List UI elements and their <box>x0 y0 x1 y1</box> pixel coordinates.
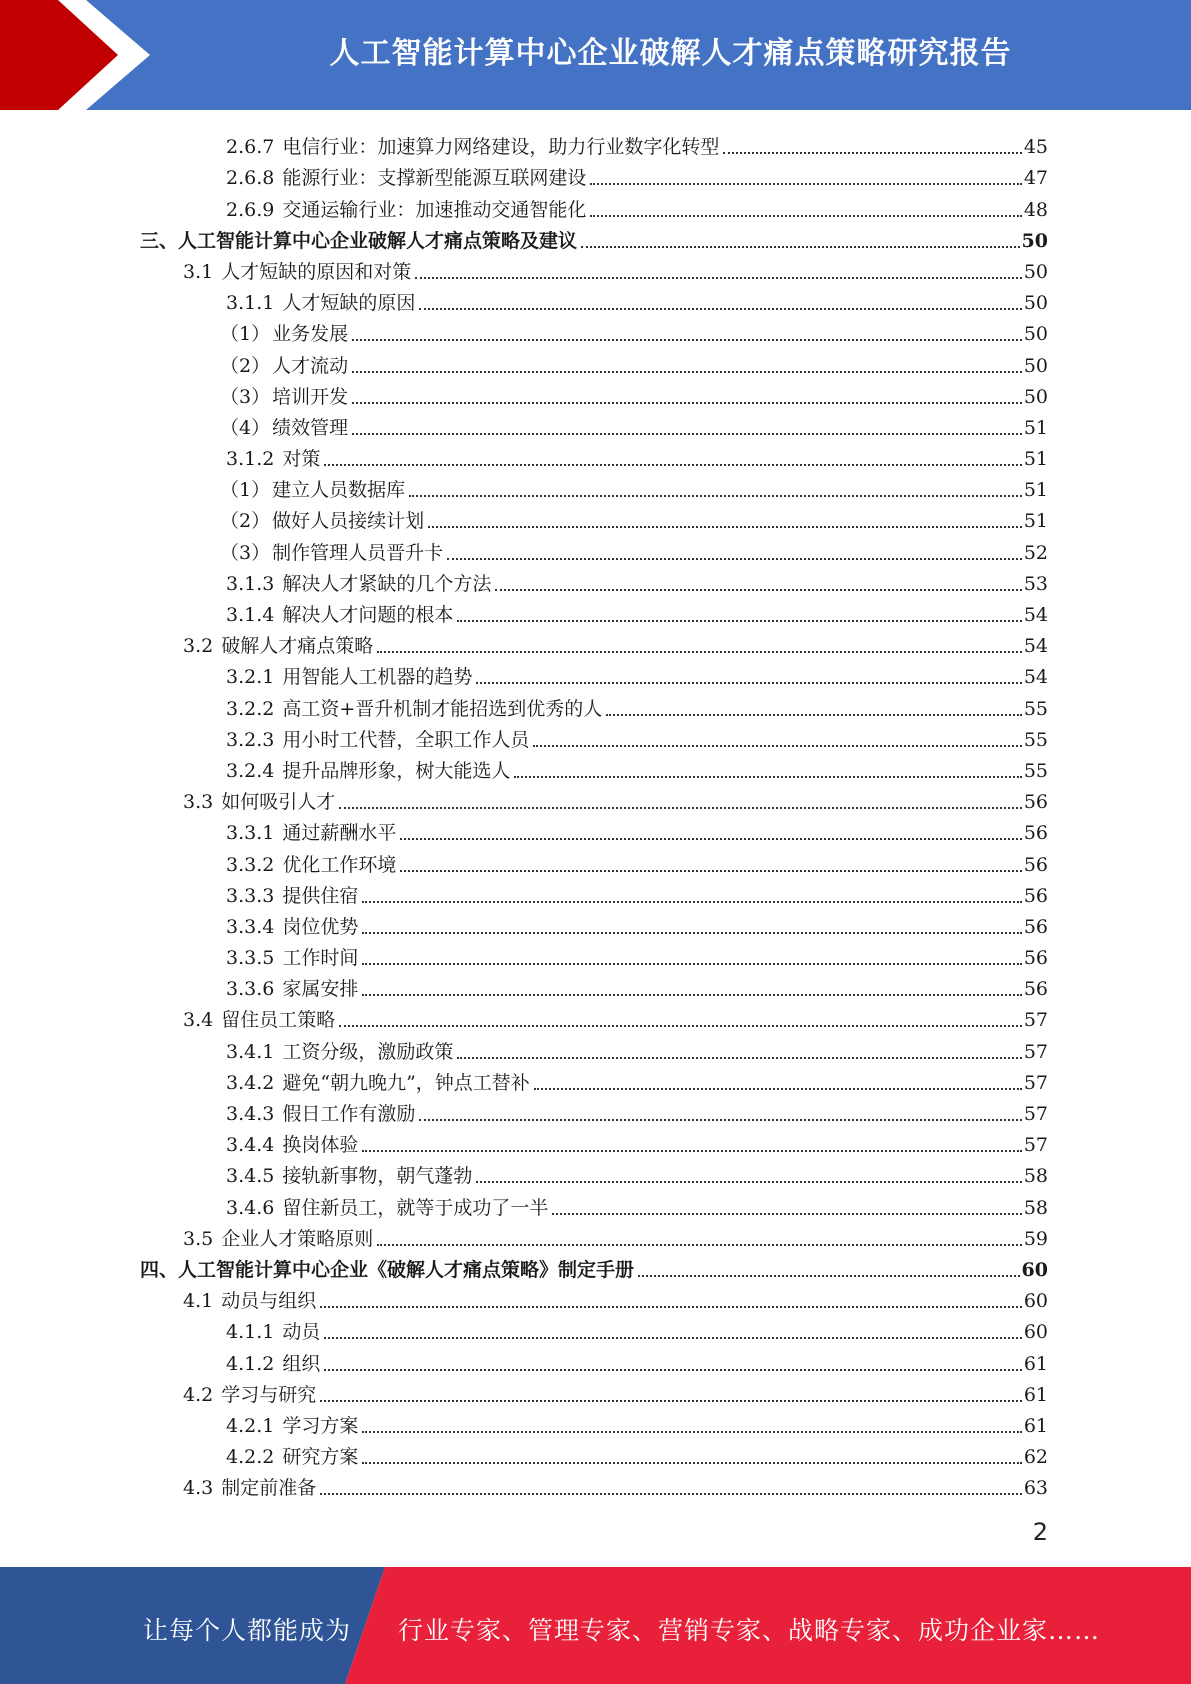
toc-entry-page: 56 <box>1023 791 1048 814</box>
toc-entry[interactable] <box>140 471 1048 502</box>
footer-slogan-left: 让每个人都能成为 <box>143 1616 352 1645</box>
toc-entry[interactable] <box>140 253 1048 284</box>
toc-entry-page: 60 <box>1021 1258 1048 1281</box>
toc-entry-number: 3.1.3 <box>226 572 275 595</box>
toc-dot-leader <box>352 433 1022 435</box>
toc-entry-number: （3） <box>220 541 271 564</box>
toc-entry-title: 对策 <box>282 448 321 471</box>
toc-entry[interactable] <box>140 1188 1048 1219</box>
toc-entry-title: 高工资+晋升机制才能招选到优秀的人 <box>282 697 603 720</box>
toc-entry-number: 4.2.2 <box>226 1446 275 1469</box>
toc-entry-number: 3.1.1 <box>226 292 275 315</box>
toc-entry-page: 56 <box>1023 884 1048 907</box>
toc-entry-page: 50 <box>1023 385 1048 408</box>
toc-entry-page: 50 <box>1023 323 1048 346</box>
toc-entry[interactable] <box>140 1313 1048 1344</box>
toc-entry-title: 优化工作环境 <box>282 853 397 876</box>
toc-entry[interactable] <box>140 1344 1048 1375</box>
toc-entry[interactable] <box>140 159 1048 190</box>
toc-entry-page: 50 <box>1023 292 1048 315</box>
toc-dot-leader <box>362 1150 1021 1152</box>
toc-entry-number: （3） <box>220 385 271 408</box>
toc-entry-title: 留住员工策略 <box>221 1009 336 1032</box>
toc-dot-leader <box>400 838 1021 840</box>
toc-entry-title: 学习与研究 <box>221 1383 317 1406</box>
toc-dot-leader <box>419 308 1021 310</box>
toc-dot-leader <box>723 152 1021 154</box>
toc-entry[interactable] <box>140 596 1048 627</box>
toc-entry-number: 3.1 <box>183 260 214 283</box>
toc-entry-title: 三、人工智能计算中心企业破解人才痛点策略及建议 <box>140 229 578 252</box>
toc-entry-title: 学习方案 <box>282 1414 359 1437</box>
toc-entry-page: 58 <box>1023 1196 1048 1219</box>
toc-dot-leader <box>409 495 1022 497</box>
toc-entry-page: 57 <box>1023 1071 1048 1094</box>
toc-entry-page: 57 <box>1023 1103 1048 1125</box>
toc-entry-title: 解决人才紧缺的几个方法 <box>282 572 492 595</box>
toc-dot-leader <box>362 1462 1021 1464</box>
toc-entry-title: 换岗体验 <box>282 1134 359 1157</box>
toc-entry-title: 动员与组织 <box>221 1290 317 1313</box>
toc-entry-title: 如何吸引人才 <box>221 791 336 814</box>
toc-dot-leader <box>362 901 1021 903</box>
toc-entry[interactable] <box>140 752 1048 783</box>
toc-entry[interactable] <box>140 908 1048 939</box>
toc-dot-leader <box>415 277 1022 279</box>
toc-entry-page: 56 <box>1023 822 1048 845</box>
toc-entry-page: 50 <box>1023 260 1048 283</box>
toc-dot-leader <box>377 1244 1022 1246</box>
toc-entry[interactable] <box>140 939 1048 970</box>
toc-entry-number: 4.1 <box>183 1290 214 1313</box>
toc-entry-page: 57 <box>1023 1134 1048 1157</box>
toc-entry-title: 用小时工代替，全职工作人员 <box>282 728 530 751</box>
toc-entry-title: 动员 <box>282 1321 321 1344</box>
toc-entry-title: 破解人才痛点策略 <box>221 635 374 658</box>
toc-dot-leader <box>339 1025 1022 1027</box>
toc-dot-leader <box>606 714 1022 716</box>
toc-entry-title: 岗位优势 <box>282 915 359 938</box>
report-title: 人工智能计算中心企业破解人才痛点策略研究报告 <box>329 36 1012 71</box>
toc-entry[interactable] <box>140 128 1048 159</box>
toc-dot-leader <box>339 807 1022 809</box>
toc-entry-page: 61 <box>1023 1414 1048 1437</box>
toc-entry-title: 制作管理人员晋升卡 <box>272 541 444 564</box>
toc-entry-number: （1） <box>220 323 271 346</box>
toc-dot-leader <box>590 215 1021 217</box>
toc-entry[interactable] <box>140 658 1048 689</box>
toc-entry-title: 人才短缺的原因 <box>282 292 416 315</box>
toc-entry-title: 接轨新事物，朝气蓬勃 <box>282 1165 473 1188</box>
toc-entry-number: 3.2.3 <box>226 728 275 751</box>
toc-entry-number: 3.4 <box>183 1009 214 1032</box>
toc-entry[interactable] <box>140 1251 1048 1282</box>
toc-dot-leader <box>447 558 1022 560</box>
toc-entry-title: 用智能人工机器的趋势 <box>282 666 473 689</box>
toc-entry-number: （2） <box>220 510 271 533</box>
toc-entry[interactable] <box>140 440 1048 471</box>
toc-entry-number: 3.3.5 <box>226 947 275 970</box>
toc-entry-page: 48 <box>1023 198 1048 221</box>
toc-entry[interactable] <box>140 190 1048 221</box>
toc-entry-page: 55 <box>1023 728 1048 751</box>
toc-entry-number: 3.3.1 <box>226 822 275 845</box>
table-of-contents <box>140 128 1048 1500</box>
toc-entry[interactable] <box>140 783 1048 814</box>
toc-entry-page: 62 <box>1023 1446 1048 1469</box>
toc-entry-number: 3.4.1 <box>226 1040 275 1063</box>
toc-entry-title: 制定前准备 <box>221 1477 317 1500</box>
toc-entry-page: 55 <box>1023 759 1048 782</box>
toc-dot-leader <box>352 371 1022 373</box>
toc-entry-title: 培训开发 <box>272 385 349 408</box>
toc-entry-number: （2） <box>220 354 271 377</box>
toc-entry-page: 50 <box>1021 229 1048 252</box>
toc-entry-page: 45 <box>1023 136 1048 159</box>
toc-entry[interactable] <box>140 689 1048 720</box>
toc-entry-page: 51 <box>1023 448 1048 471</box>
toc-entry-number: 3.3 <box>183 791 214 814</box>
toc-entry-page: 54 <box>1023 604 1048 626</box>
toc-dot-leader <box>495 589 1021 591</box>
toc-dot-leader <box>533 745 1021 747</box>
toc-entry[interactable] <box>140 378 1048 409</box>
toc-dot-leader <box>324 1369 1021 1371</box>
toc-entry[interactable] <box>140 814 1048 845</box>
toc-dot-leader <box>428 526 1022 528</box>
toc-entry-title: 家属安排 <box>282 978 359 1001</box>
toc-entry-page: 51 <box>1023 510 1048 533</box>
toc-entry-title: 提供住宿 <box>282 884 359 907</box>
toc-entry[interactable] <box>140 1032 1048 1063</box>
toc-entry-number: 4.3 <box>183 1477 214 1500</box>
toc-entry-number: 3.3.6 <box>226 978 275 1001</box>
toc-entry-title: 留住新员工，就等于成功了一半 <box>282 1196 549 1219</box>
toc-entry-number: 3.3.4 <box>226 915 275 938</box>
toc-entry-page: 61 <box>1023 1352 1048 1375</box>
toc-entry[interactable] <box>140 1220 1048 1251</box>
toc-entry-number: 3.4.6 <box>226 1196 275 1219</box>
page-number: 2 <box>1032 1518 1048 1546</box>
toc-entry[interactable] <box>140 1064 1048 1095</box>
toc-dot-leader <box>362 994 1021 996</box>
toc-entry[interactable] <box>140 502 1048 533</box>
toc-entry[interactable] <box>140 1001 1048 1032</box>
page-footer <box>0 1567 1191 1684</box>
toc-entry-title: 绩效管理 <box>272 416 349 439</box>
toc-dot-leader <box>362 932 1021 934</box>
toc-entry-title: 人才流动 <box>272 354 349 377</box>
toc-dot-leader <box>320 1306 1022 1308</box>
toc-entry-page: 56 <box>1023 947 1048 970</box>
toc-entry[interactable] <box>140 222 1048 253</box>
toc-entry[interactable] <box>140 1282 1048 1313</box>
toc-dot-leader <box>457 620 1021 622</box>
toc-entry-page: 50 <box>1023 354 1048 377</box>
toc-entry-title: 组织 <box>282 1352 321 1375</box>
toc-entry[interactable] <box>140 533 1048 564</box>
toc-dot-leader <box>320 1493 1022 1495</box>
toc-dot-leader <box>590 183 1021 185</box>
toc-dot-leader <box>320 1400 1022 1402</box>
toc-entry-title: 企业人才策略原则 <box>221 1227 374 1250</box>
toc-entry-title: 人才短缺的原因和对策 <box>221 260 412 283</box>
toc-entry-title: 通过薪酬水平 <box>282 822 397 845</box>
toc-entry-page: 53 <box>1023 572 1048 595</box>
toc-entry-number: 2.6.9 <box>226 198 275 221</box>
toc-entry-number: 4.2.1 <box>226 1414 275 1437</box>
toc-dot-leader <box>324 1337 1021 1339</box>
toc-entry[interactable] <box>140 1407 1048 1438</box>
toc-entry[interactable] <box>140 1157 1048 1188</box>
toc-entry-page: 60 <box>1023 1321 1048 1344</box>
toc-entry-title: 工资分级，激励政策 <box>282 1040 454 1063</box>
toc-entry-title: 建立人员数据库 <box>272 479 406 502</box>
toc-entry-number: （1） <box>220 479 271 502</box>
toc-entry-page: 59 <box>1023 1227 1048 1250</box>
toc-entry[interactable] <box>140 315 1048 346</box>
footer-slogan-right: 行业专家、管理专家、营销专家、战略专家、成功企业家…… <box>398 1616 1101 1645</box>
toc-entry-number: 3.2 <box>183 635 214 658</box>
toc-entry-number: 4.2 <box>183 1383 214 1406</box>
toc-entry-number: 4.1.1 <box>226 1321 275 1344</box>
toc-entry[interactable] <box>140 1126 1048 1157</box>
toc-entry-title: 四、人工智能计算中心企业《破解人才痛点策略》制定手册 <box>140 1258 635 1281</box>
toc-dot-leader <box>581 246 1020 248</box>
toc-entry-number: 3.2.1 <box>226 666 275 689</box>
toc-entry-page: 57 <box>1023 1040 1048 1063</box>
toc-dot-leader <box>514 776 1021 778</box>
toc-dot-leader <box>352 339 1022 341</box>
toc-entry-page: 57 <box>1023 1009 1048 1032</box>
toc-dot-leader <box>324 464 1021 466</box>
toc-dot-leader <box>362 1431 1021 1433</box>
toc-entry-title: 业务发展 <box>272 323 349 346</box>
toc-entry-number: 3.1.4 <box>226 604 275 626</box>
toc-dot-leader <box>476 682 1021 684</box>
toc-entry[interactable] <box>140 1469 1048 1500</box>
toc-entry[interactable] <box>140 1438 1048 1469</box>
toc-entry[interactable] <box>140 1376 1048 1407</box>
toc-entry-page: 52 <box>1023 541 1048 564</box>
toc-entry-number: 3.3.3 <box>226 884 275 907</box>
toc-dot-leader <box>362 963 1021 965</box>
toc-entry[interactable] <box>140 970 1048 1001</box>
toc-entry-number: 3.2.4 <box>226 759 275 782</box>
toc-entry[interactable] <box>140 284 1048 315</box>
toc-entry-title: 做好人员接续计划 <box>272 510 425 533</box>
toc-entry-page: 54 <box>1023 635 1048 658</box>
toc-entry-page: 51 <box>1023 479 1048 502</box>
toc-dot-leader <box>377 651 1022 653</box>
toc-entry[interactable] <box>140 409 1048 440</box>
toc-entry[interactable] <box>140 721 1048 752</box>
toc-entry-page: 56 <box>1023 915 1048 938</box>
toc-entry[interactable] <box>140 346 1048 377</box>
toc-entry-number: 3.4.3 <box>226 1103 275 1125</box>
toc-dot-leader <box>638 1275 1020 1277</box>
toc-entry-number: 3.1.2 <box>226 448 275 471</box>
toc-entry-number: 2.6.8 <box>226 167 275 190</box>
toc-entry-title: 研究方案 <box>282 1446 359 1469</box>
toc-entry-title: 工作时间 <box>282 947 359 970</box>
toc-entry-title: 交通运输行业：加速推动交通智能化 <box>282 198 587 221</box>
toc-entry[interactable] <box>140 877 1048 908</box>
toc-entry[interactable] <box>140 1095 1048 1126</box>
toc-entry-number: 3.5 <box>183 1227 214 1250</box>
toc-entry[interactable] <box>140 845 1048 876</box>
toc-entry[interactable] <box>140 627 1048 658</box>
toc-entry-title: 假日工作有激励 <box>282 1103 416 1125</box>
toc-entry-page: 51 <box>1023 416 1048 439</box>
toc-dot-leader <box>352 402 1022 404</box>
toc-dot-leader <box>457 1057 1021 1059</box>
toc-entry-number: 3.2.2 <box>226 697 275 720</box>
toc-entry-page: 63 <box>1023 1477 1048 1500</box>
toc-entry-page: 58 <box>1023 1165 1048 1188</box>
toc-dot-leader <box>419 1119 1021 1121</box>
toc-entry-number: 2.6.7 <box>226 136 275 159</box>
toc-entry-title: 能源行业：支撑新型能源互联网建设 <box>282 167 587 190</box>
toc-dot-leader <box>534 1088 1022 1090</box>
toc-entry-title: 提升品牌形象，树大能选人 <box>282 759 511 782</box>
toc-entry[interactable] <box>140 565 1048 596</box>
toc-entry-page: 54 <box>1023 666 1048 689</box>
toc-dot-leader <box>476 1181 1021 1183</box>
toc-entry-page: 61 <box>1023 1383 1048 1406</box>
page-header <box>0 0 1191 110</box>
toc-entry-number: （4） <box>220 416 271 439</box>
toc-entry-number: 3.4.2 <box>226 1071 275 1094</box>
toc-entry-number: 3.3.2 <box>226 853 275 876</box>
toc-entry-page: 55 <box>1023 697 1048 720</box>
toc-entry-number: 3.4.4 <box>226 1134 275 1157</box>
toc-entry-page: 47 <box>1023 167 1048 190</box>
toc-entry-number: 4.1.2 <box>226 1352 275 1375</box>
toc-entry-page: 56 <box>1023 978 1048 1001</box>
toc-entry-page: 60 <box>1023 1290 1048 1313</box>
toc-entry-title: 电信行业：加速算力网络建设，助力行业数字化转型 <box>282 136 720 159</box>
toc-entry-title: 解决人才问题的根本 <box>282 604 454 626</box>
toc-entry-page: 56 <box>1023 853 1048 876</box>
toc-entry-title: 避免“朝九晚九”，钟点工替补 <box>282 1071 530 1094</box>
toc-dot-leader <box>400 870 1021 872</box>
toc-dot-leader <box>552 1213 1021 1215</box>
toc-entry-number: 3.4.5 <box>226 1165 275 1188</box>
